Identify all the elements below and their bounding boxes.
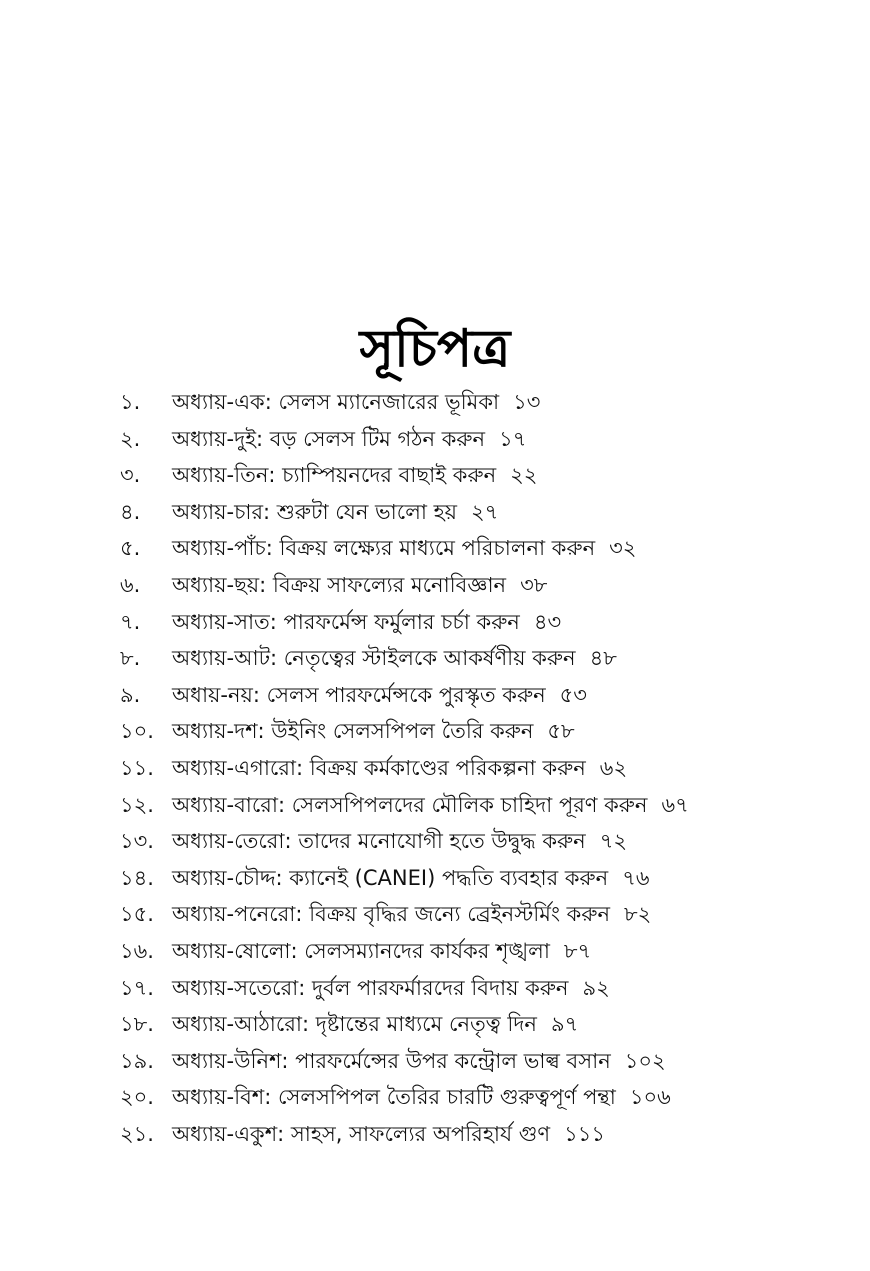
toc-entry-title: অধ্যায়-দুই: বড় সেলস টিম গঠন করুন xyxy=(172,426,486,451)
toc-entry xyxy=(120,789,840,826)
toc-entry xyxy=(120,423,840,460)
toc-entry-page-number: ৬২ xyxy=(599,755,628,780)
toc-entry-number: ১১. xyxy=(120,755,154,780)
toc-entry-page-number: ১০৬ xyxy=(629,1085,671,1110)
toc-entry xyxy=(120,532,840,569)
toc-entry-page-number: ৭২ xyxy=(599,829,627,854)
toc-entry-number: ১৬. xyxy=(120,938,154,963)
toc-entry-page-number: ৪৩ xyxy=(533,609,562,634)
toc-entry xyxy=(120,935,840,972)
toc-entry-number: ১৮. xyxy=(120,1012,154,1037)
toc-entry-title: অধ্যায়-বিশ: সেলসপিপল তৈরির চারটি গুরুত্বপূর্ণ পন্থা xyxy=(172,1085,616,1110)
toc-entry xyxy=(120,642,840,679)
toc-entry xyxy=(120,496,840,533)
toc-entry-number: ১. xyxy=(120,390,141,414)
toc-entry-title: অধ্যায়-পাঁচ: বিক্রয় লক্ষ্যের মাধ্যমে পরিচালনা করুন xyxy=(172,536,596,561)
toc-entry-title: অধ্যায়-ছয়: বিক্রয় সাফল্যের মনোবিজ্ঞান xyxy=(172,572,507,597)
toc-entry xyxy=(120,1008,840,1045)
toc-entry-number: ২. xyxy=(120,426,141,451)
toc-entry xyxy=(120,679,840,716)
toc-entry-title: অধ্যায়-উনিশ: পারফর্মেন্সের উপর কন্ট্রোল ভাল্ব বসান xyxy=(172,1048,611,1073)
toc-entry-title: অধ্যায়-সাত: পারফর্মেন্স ফর্মুলার চর্চা করুন xyxy=(172,609,520,634)
toc-entry-number: ৫. xyxy=(120,536,141,561)
toc-entry-number: ১৯. xyxy=(120,1048,154,1073)
toc-entry-page-number: ২২ xyxy=(510,463,538,488)
toc-entry-number: ৬. xyxy=(120,572,141,597)
toc-entry-title: অধ্যায়-এগারো: বিক্রয় কর্মকাণ্ডের পরিকল্পনা করুন xyxy=(172,755,586,780)
toc-entry xyxy=(120,972,840,1009)
toc-entry-number: ২০. xyxy=(120,1085,154,1110)
toc-entry-title: অধ্যায়-আঠারো: দৃষ্টান্তের মাধ্যমে নেতৃত্ব দিন xyxy=(172,1012,537,1037)
page-title: সূচিপত্র xyxy=(359,317,511,379)
toc-entry-title: অধ্যায়-এক: সেলস ম্যানেজারের ভূমিকা xyxy=(172,390,500,414)
toc-entry-title: অধ্যায়-একুশ: সাহস, সাফল্যের অপরিহার্য গুণ xyxy=(172,1121,551,1146)
toc-entry-number: ৮. xyxy=(120,646,141,671)
toc-entry-page-number: ৮৭ xyxy=(563,938,592,963)
toc-entry-number: ১৩. xyxy=(120,829,154,854)
toc-entry-title: অধ্যায়-তিন: চ্যাম্পিয়নদের বাছাই করুন xyxy=(172,463,497,488)
toc-entry-page-number: ৭৬ xyxy=(622,865,650,890)
toc-entry-number: ২১. xyxy=(120,1121,154,1146)
toc-entry xyxy=(120,1081,840,1118)
toc-entry xyxy=(120,898,840,935)
toc-entry xyxy=(120,386,840,423)
toc-entry-title: অধায়-নয়: সেলস পারফর্মেন্সকে পুরস্কৃত করুন xyxy=(172,682,546,707)
toc-entry-title: অধ্যায়-বারো: সেলসপিপলদের মৌলিক চাহিদা পূরণ করুন xyxy=(172,792,648,817)
toc-entry-page-number: ৫৩ xyxy=(559,682,587,707)
toc-entry xyxy=(120,1118,840,1155)
toc-entry-page-number: ১০২ xyxy=(624,1048,666,1073)
toc-entry-title: অধ্যায়-সতেরো: দুর্বল পারফর্মারদের বিদায় করুন xyxy=(172,975,569,1000)
toc-entry-page-number: ৩৮ xyxy=(520,572,548,597)
toc-entry-number: ৩. xyxy=(120,463,141,488)
toc-entry-title: অধ্যায়-ষোলো: সেলসম্যানদের কার্যকর শৃঙ্খলা xyxy=(172,938,550,963)
toc-entry-number: ৭. xyxy=(120,609,141,634)
toc-entry-page-number: ৯২ xyxy=(582,975,610,1000)
toc-entry-page-number: ১৭ xyxy=(499,426,527,451)
toc-entry-page-number: ৮২ xyxy=(624,902,652,927)
toc-entry-page-number: ২৭ xyxy=(471,499,499,524)
toc-entry-title: অধ্যায়-আট: নেতৃত্বের স্টাইলকে আকর্ষণীয় করুন xyxy=(172,646,576,671)
toc-entry-page-number: ৩২ xyxy=(609,536,637,561)
toc-entry-number: ১২. xyxy=(120,792,154,817)
table-of-contents xyxy=(120,386,840,1154)
toc-entry xyxy=(120,1045,840,1082)
toc-entry-title: অধ্যায়-চার: শুরুটা যেন ভালো হয় xyxy=(172,499,458,524)
toc-entry xyxy=(120,715,840,752)
toc-entry xyxy=(120,459,840,496)
toc-entry-page-number: ১১১ xyxy=(564,1121,605,1146)
toc-entry xyxy=(120,752,840,789)
toc-entry-page-number: ৪৮ xyxy=(589,646,617,671)
toc-entry-page-number: ৬৭ xyxy=(661,792,689,817)
toc-entry-page-number: ৯৭ xyxy=(550,1012,579,1037)
toc-entry xyxy=(120,606,840,643)
toc-entry-title: অধ্যায়-দশ: উইনিং সেলসপিপল তৈরি করুন xyxy=(172,719,534,744)
toc-entry-page-number: ৫৮ xyxy=(547,719,575,744)
toc-entry xyxy=(120,862,840,899)
toc-entry-page-number: ১৩ xyxy=(513,390,541,414)
toc-entry xyxy=(120,569,840,606)
toc-entry-title: অধ্যায়-পনেরো: বিক্রয় বৃদ্ধির জন্যে ব্রেইনস্টর্মিং করুন xyxy=(172,902,610,927)
toc-entry-number: ৪. xyxy=(120,499,141,524)
toc-entry-number: ১৫. xyxy=(120,902,154,927)
toc-entry-number: ১৪. xyxy=(120,865,154,890)
toc-entry-title: অধ্যায়-চৌদ্দ: ক্যানেই (CANEI) পদ্ধতি ব্যবহার করুন xyxy=(172,865,609,890)
toc-entry-title: অধ্যায়-তেরো: তাদের মনোযোগী হতে উদ্বুদ্ধ করুন xyxy=(172,829,586,854)
toc-entry-number: ৯. xyxy=(120,682,141,707)
toc-entry-number: ১০. xyxy=(120,719,154,744)
toc-entry-number: ১৭. xyxy=(120,975,154,1000)
toc-entry xyxy=(120,825,840,862)
